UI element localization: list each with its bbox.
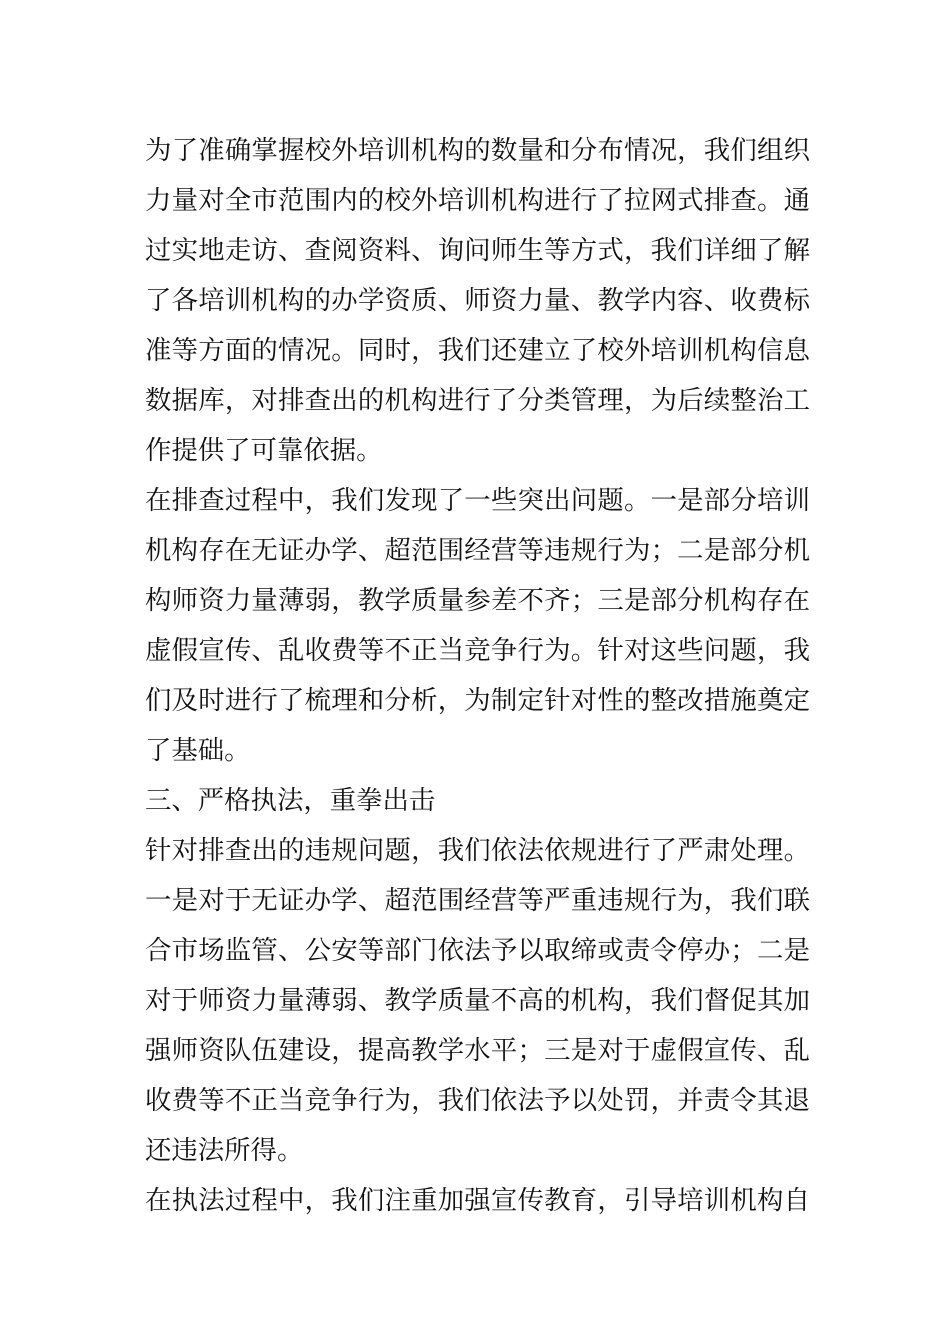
text-line: 准等方面的情况。同时，我们还建立了校外培训机构信息 <box>145 335 810 366</box>
text-line: 在执法过程中，我们注重加强宣传教育，引导培训机构自 <box>145 1185 810 1216</box>
text-line: 针对排查出的违规问题，我们依法依规进行了严肃处理。 <box>145 835 810 866</box>
text-line: 收费等不正当竞争行为，我们依法予以处罚，并责令其退 <box>145 1085 810 1116</box>
text-line: 数据库，对排查出的机构进行了分类管理，为后续整治工 <box>145 385 810 416</box>
section-heading: 三、严格执法，重拳出击 <box>145 785 436 816</box>
text-line: 虚假宣传、乱收费等不正当竞争行为。针对这些问题，我 <box>145 635 810 666</box>
text-line: 为了准确掌握校外培训机构的数量和分布情况，我们组织 <box>145 135 810 166</box>
paragraph-4 <box>145 1176 810 1226</box>
text-line: 了各培训机构的办学资质、师资力量、教学内容、收费标 <box>145 285 810 316</box>
paragraph-1 <box>145 126 810 476</box>
text-line: 力量对全市范围内的校外培训机构进行了拉网式排查。通 <box>145 185 810 216</box>
text-line: 在排查过程中，我们发现了一些突出问题。一是部分培训 <box>145 485 810 516</box>
text-line: 过实地走访、查阅资料、询问师生等方式，我们详细了解 <box>145 235 810 266</box>
paragraph-3 <box>145 826 810 1176</box>
text-line: 机构存在无证办学、超范围经营等违规行为；二是部分机 <box>145 535 810 566</box>
text-line: 们及时进行了梳理和分析，为制定针对性的整改措施奠定 <box>145 685 810 716</box>
text-line: 了基础。 <box>145 735 251 766</box>
text-line: 一是对于无证办学、超范围经营等严重违规行为，我们联 <box>145 885 810 916</box>
text-line: 作提供了可靠依据。 <box>145 435 383 466</box>
text-line: 强师资队伍建设，提高教学水平；三是对于虚假宣传、乱 <box>145 1035 810 1066</box>
text-line: 对于师资力量薄弱、教学质量不高的机构，我们督促其加 <box>145 985 810 1016</box>
body-text <box>145 126 810 1226</box>
text-line: 构师资力量薄弱，教学质量参差不齐；三是部分机构存在 <box>145 585 810 616</box>
text-line: 合市场监管、公安等部门依法予以取缔或责令停办；二是 <box>145 935 810 966</box>
text-line: 还违法所得。 <box>145 1135 304 1166</box>
paragraph-2 <box>145 476 810 776</box>
